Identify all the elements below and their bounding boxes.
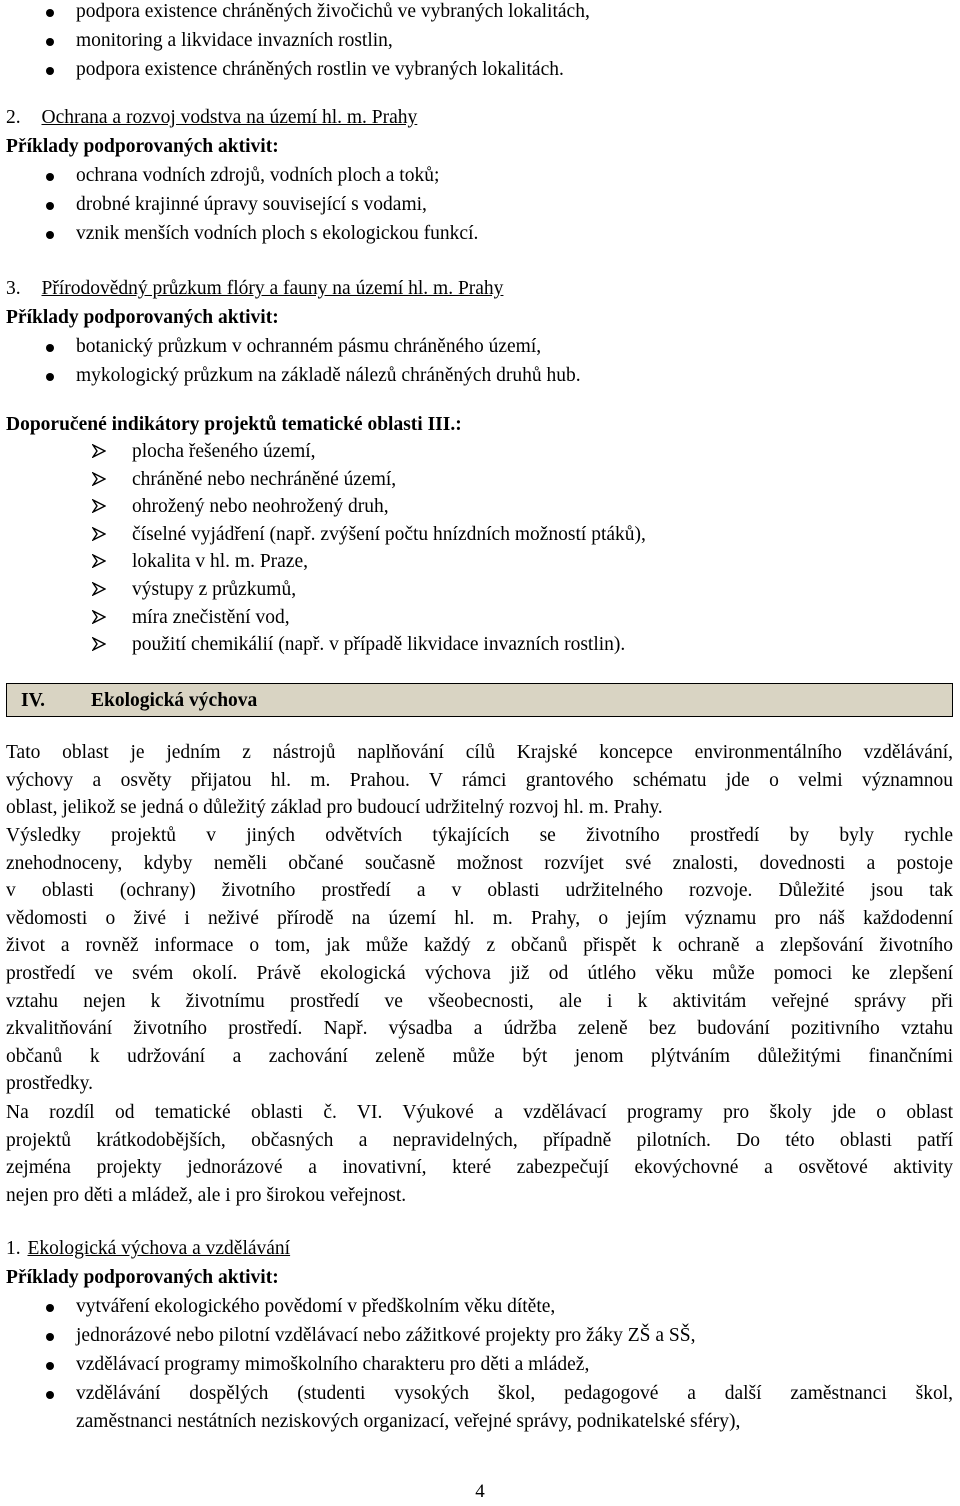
list-item: podpora existence chráněných rostlin ve vybraných lokalitách. <box>6 56 956 85</box>
paragraph-line: výchovy a osvěty přijatou hl. m. Prahou. V rámci grantového schématu jde o velmi významnou <box>6 769 953 791</box>
examples-heading: Příklady podporovaných aktivit: <box>6 307 279 328</box>
list-item: botanický průzkum v ochranném pásmu chráněného území, <box>6 333 956 362</box>
list-item: jednorázové nebo pilotní vzdělávací nebo zážitkové projekty pro žáky ZŠ a SŠ, <box>6 1322 956 1351</box>
list-item-text: plocha řešeného území, <box>132 441 316 462</box>
paragraph-line: projektů krátkodobějších, občasných a nepravidelných, případně pilotních. Do této oblasti patří <box>6 1129 953 1151</box>
examples-heading: Příklady podporovaných aktivit: <box>6 136 279 157</box>
bullet-list <box>6 1293 956 1436</box>
bullet-list <box>6 162 956 249</box>
list-item-line: zaměstnanci nestátních neziskových organizací, veřejné správy, podnikatelské sféry), <box>76 1410 741 1432</box>
paragraph-line: život a rovněž informace o tom, jak může každý z občanů přispět k ochraně a zlepšování životního <box>6 935 953 957</box>
section-3 <box>6 275 956 391</box>
paragraph-results <box>6 822 953 1098</box>
paragraph-line: Na rozdíl od tematické oblasti č. VI. Výukové a vzdělávací programy pro školy jde o oblast <box>6 1102 953 1123</box>
paragraph-line: nejen pro děti a mládež, ale i pro širokou veřejnost. <box>6 1184 407 1206</box>
section-title: Ekologická výchova a vzdělávání <box>27 1238 291 1259</box>
paragraph-line: v oblasti (ochrany) životního prostředí a v oblasti udržitelného rozvoje. Důležité jsou tak <box>6 880 953 902</box>
arrow-bullet-icon <box>92 527 106 541</box>
list-item <box>6 604 956 632</box>
section-number: 3. <box>6 278 21 299</box>
section-number: 2. <box>6 107 21 128</box>
indicators-heading: Doporučené indikátory projektů tematické oblasti III.: <box>6 414 462 435</box>
bullet-list <box>6 333 956 391</box>
top-bullet-list <box>6 0 956 85</box>
list-item <box>6 438 956 466</box>
list-item <box>6 521 956 549</box>
list-item-text: použití chemikálií (např. v případě likvidace invazních rostlin). <box>132 634 626 656</box>
list-item: vzdělávací programy mimoškolního charakteru pro děti a mládež, <box>6 1351 956 1380</box>
paragraph-line: zejména projekty jednorázové a inovativní, které zabezpečují ekovýchovné a osvětové aktivity <box>6 1157 953 1179</box>
section-heading <box>6 275 956 304</box>
paragraph-line: vědomosti o živé i neživé přírodě na území hl. m. Prahy, o jejím významu pro náš každodenní <box>6 907 953 929</box>
list-item: ochrana vodních zdrojů, vodních ploch a toků; <box>6 162 956 191</box>
list-item-text: výstupy z průzkumů, <box>132 578 297 600</box>
arrow-bullet-icon <box>92 444 106 458</box>
list-item <box>6 576 956 604</box>
paragraph-line: občanů k udržování a zachování zeleně může být jenom plýtváním důležitými finančními <box>6 1045 953 1067</box>
paragraph-line: zkvalitňování životního prostředí. Např. výsadba a údržba zeleně bez budování pozitivního vztahu <box>6 1018 953 1040</box>
arrow-bullet-icon <box>92 499 106 513</box>
chapter-roman-numeral: IV. <box>21 690 46 711</box>
list-item <box>6 466 956 494</box>
list-item: monitoring a likvidace invazních rostlin, <box>6 27 956 56</box>
list-item-text: chráněné nebo nechráněné území, <box>132 468 397 490</box>
list-item: mykologický průzkum na základě nálezů chráněných druhů hub. <box>6 362 956 391</box>
list-item <box>6 493 956 521</box>
list-item-text: míra znečistění vod, <box>132 606 290 628</box>
paragraph-line: Výsledky projektů v jiných odvětvích týkajících se životního prostředí by byly rychle <box>6 825 953 846</box>
list-item-text: číselné vyjádření (např. zvýšení počtu hnízdních možností ptáků), <box>132 523 646 545</box>
paragraph-line: prostředky. <box>6 1073 94 1095</box>
paragraph-difference <box>6 1099 953 1209</box>
paragraph-line: znehodnoceny, kdyby neměli občané současně možnost rozvíjet své znalosti, dovednosti a postoje <box>6 852 953 874</box>
list-item <box>6 631 956 659</box>
paragraph-intro <box>6 739 953 822</box>
list-item-text: ohrožený nebo neohrožený druh, <box>132 496 389 518</box>
list-item: podpora existence chráněných živočichů ve vybraných lokalitách, <box>6 0 956 27</box>
paragraph-line: vztahu nejen k životnímu prostředí ve všeobecnosti, ale i k aktivitám veřejné správy při <box>6 990 953 1012</box>
section-title: Ochrana a rozvoj vodstva na území hl. m. Prahy <box>41 107 418 128</box>
arrow-bullet-icon <box>92 637 106 651</box>
section-heading <box>6 1235 956 1264</box>
section-number: 1. <box>6 1238 21 1259</box>
arrow-bullet-icon <box>92 472 106 486</box>
list-item-text: lokalita v hl. m. Praze, <box>132 551 308 573</box>
list-item <box>6 548 956 576</box>
arrow-bullet-icon <box>92 554 106 568</box>
paragraph-line: prostředí ve svém okolí. Právě ekologická výchova již od útlého věku může pomoci ke zlepšení <box>6 962 953 984</box>
arrow-bullet-icon <box>92 610 106 624</box>
chapter-title: Ekologická výchova <box>91 690 258 711</box>
chapter-heading-box <box>6 683 953 717</box>
indicators-section <box>6 411 956 659</box>
arrow-list <box>6 438 956 659</box>
section-heading <box>6 104 956 133</box>
list-item: vytváření ekologického povědomí v předškolním věku dítěte, <box>6 1293 956 1322</box>
list-item: vznik menších vodních ploch s ekologickou funkcí. <box>6 220 956 249</box>
section-1 <box>6 1235 956 1436</box>
paragraph-line: Tato oblast je jedním z nástrojů naplňování cílů Krajské koncepce environmentálního vzdělávání, <box>6 742 953 763</box>
list-item <box>6 1380 956 1436</box>
section-title: Přírodovědný průzkum flóry a fauny na území hl. m. Prahy <box>41 278 504 299</box>
list-item: drobné krajinné úpravy související s vodami, <box>6 191 956 220</box>
section-2 <box>6 104 956 249</box>
arrow-bullet-icon <box>92 582 106 596</box>
paragraph-line: oblast, jelikož se jedná o důležitý základ pro budoucí udržitelný rozvoj hl. m. Prahy. <box>6 797 663 819</box>
page-number: 4 <box>475 1481 485 1502</box>
examples-heading: Příklady podporovaných aktivit: <box>6 1267 279 1288</box>
list-item-line: vzdělávání dospělých (studenti vysokých škol, pedagogové a další zaměstnanci škol, <box>76 1383 953 1404</box>
